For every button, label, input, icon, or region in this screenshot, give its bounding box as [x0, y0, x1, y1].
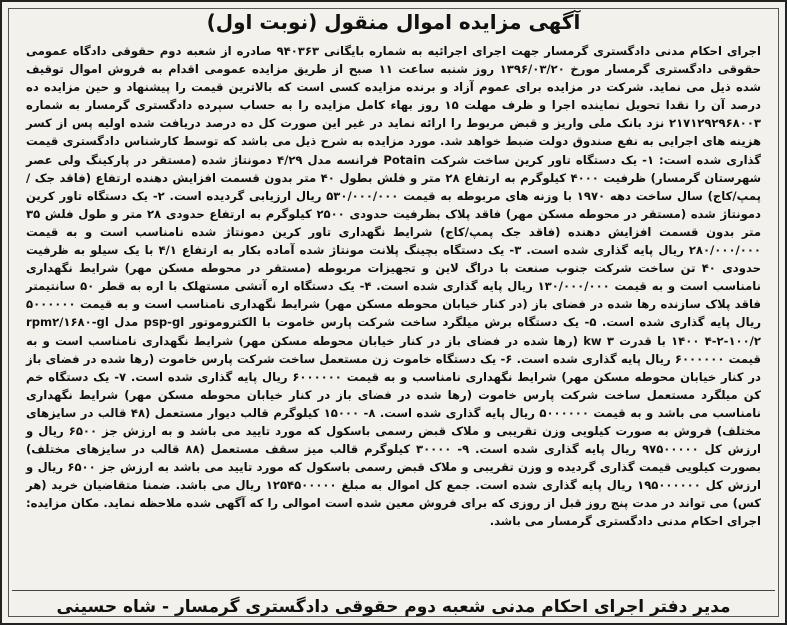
- notice-body: اجرای احکام مدنی دادگستری گرمسار جهت اجرای اجرائیه به شماره بایگانی ۹۴۰۳۶۳ صادره از شعبه دوم حقوقی دادگاه عمومی حقوقی دادگستری گرمسار مورخ ۱۳۹۶/۰۳/۲۰ روز شنبه ساعت ۱۱ صبح از طریق مزایده عمومی اقدام به فروش اموال توقیف شده ذیل می نماید. شرکت در مزایده برای عموم آزاد و برنده مزایده کسی است که بالاترین قیمت را پیشنهاد و حین مزایده ده درصد آن را نقدا تحویل نماینده اجرا و ظرف مهلت ۱۵ روز بهاء کامل مزایده را به حساب سپرده دادگستری گرمسار به شماره ۲۱۷۱۲۹۲۹۶۸۰۰۳ نزد بانک ملی واریز و قبض مربوط را ارائه نماید در غیر این صورت کل ده درصد دریافت شده اولیه پس از کسر هزینه های اجرایی به نفع صندوق دولت ضبط خواهد شد. مورد مزایده به شرح ذیل می باشد که توسط کارشناس دادگستری قیمت گذاری شده است: ۱- یک دستگاه تاور کرین ساخت شرکت Potain فرانسه مدل ۴/۲۹ دمونتاژ شده (مستقر در پارکینگ ولی عصر شهرستان گرمسار) ظرفیت ۴۰۰۰ کیلوگرم به ارتفاع ۲۸ متر و فلش بطول ۴۰ متر بدون قسمت افزایش دهنده ارتفاع (فاقد جک /پمپ/کاج) سال ساخت دهه ۱۹۷۰ با وزنه های مربوطه به قیمت ۵۳۰/۰۰۰/۰۰۰ ریال ارزیابی گردیده است. ۲- یک دستگاه تاور کرین دمونتاژ شده (مستقر در محوطه مسکن مهر) فاقد پلاک بظرفیت حدودی ۲۵۰۰ کیلوگرم به ارتفاع حدودی ۲۸ متر و طول فلش ۳۵ متر بدون قسمت افزایش دهنده (فاقد جک پمپ/کاج) شرایط نگهداری تاور کرین دمونتاژ شده نامناسب است و به قیمت ۲۸۰/۰۰۰/۰۰۰ ریال پایه گذاری شده است. ۳- یک دستگاه بچینگ پلانت مونتاژ شده آماده بکار به ارتفاع ۴/۱ با یک سیلو به ظرفیت حدودی ۴۰ تن ساخت شرکت جنوب صنعت با دراگ لاین و تجهیزات مربوطه (مستقر در محوطه مسکن مهر) شرایط نگهداری نامناسب است و به قیمت ۱۳۰/۰۰۰/۰۰۰ ریال پایه گذاری شده است. ۴- یک دستگاه اره آتشی مستهلک با اره به قطر ۵۰ سانتیمتر فاقد پلاک سازنده رها شده در فضای باز (در کنار خیابان محوطه مسکن مهر) شرایط نگهداری نامناسب است و به قیمت ۵۰۰۰۰۰۰ ریال پایه گذاری شده است. ۵- یک دستگاه برش میلگرد ساخت شرکت پارس خاموت با الکتروموتور psp-gl مدل rpm۲/۱۶۸۰-gl ۱۴۰۰ ۴-۲-۱۰۰/۲ با قدرت kw ۳ (رها شده در فضای باز در کنار خیابان محوطه مسکن مهر) شرایط نگهداری نامناسب است و به قیمت ۶۰۰۰۰۰۰ ریال پایه گذاری شده است. ۶- یک دستگاه خاموت زن مستعمل ساخت شرکت پارس خاموت (رها شده در فضای باز در کنار خیابان محوطه مسکن مهر) شرایط نگهداری نامناسب و به قیمت ۶۰۰۰۰۰۰ ریال پایه گذاری شده است. ۷- یک دستگاه خم کن میلگرد مستعمل ساخت شرکت پارس خاموت (رها شده در فضای باز در کنار خیابان محوطه مسکن مهر) شرایط نگهداری نامناسب می باشد و به قیمت ۵۰۰۰۰۰۰ ریال پایه گذاری شده است. ۸- ۱۵۰۰۰ کیلوگرم قالب دیوار مستعمل (۴۸ قالب در سایزهای مختلف) فروش به صورت کیلویی وزن تقریبی و ملاک قبض رسمی باسکول که مورد تایید می باشد و به ارزش جز ۶۵۰۰ ریال و ارزش کل ۹۷۵۰۰۰۰۰ ریال پایه گذاری شده است. ۹- ۳۰۰۰۰ کیلوگرم قالب میز سقف مستعمل (۸۸ قالب در سایزهای مختلف) بصورت کیلویی قیمت گذاری گردیده و وزن تقریبی و ملاک قبض رسمی باسکول که مورد تایید می باشد به ارزش جز ۶۵۰۰ ریال و ارزش کل ۱۹۵۰۰۰۰۰۰ ریال پایه گذاری شده است. جمع کل اموال به مبلغ ۱۲۵۴۵۰۰۰۰۰ ریال می باشد. ضمنا متقاضیان خرید (هر کس) می تواند در مدت پنج روز قبل از روزی که برای فروش معین شده است اموالی را که آگهی شده ملاحظه نماید. مکان مزایده: اجرای احکام مدنی دادگستری گرمسار می باشد.: [26, 44, 762, 529]
- footer-divider: [12, 590, 775, 591]
- notice-signature: مدیر دفتر اجرای احکام مدنی شعبه دوم حقوقی دادگستری گرمسار - شاه حسینی: [56, 597, 731, 617]
- notice-title: آگهی مزایده اموال منقول (نوبت اول): [206, 10, 581, 34]
